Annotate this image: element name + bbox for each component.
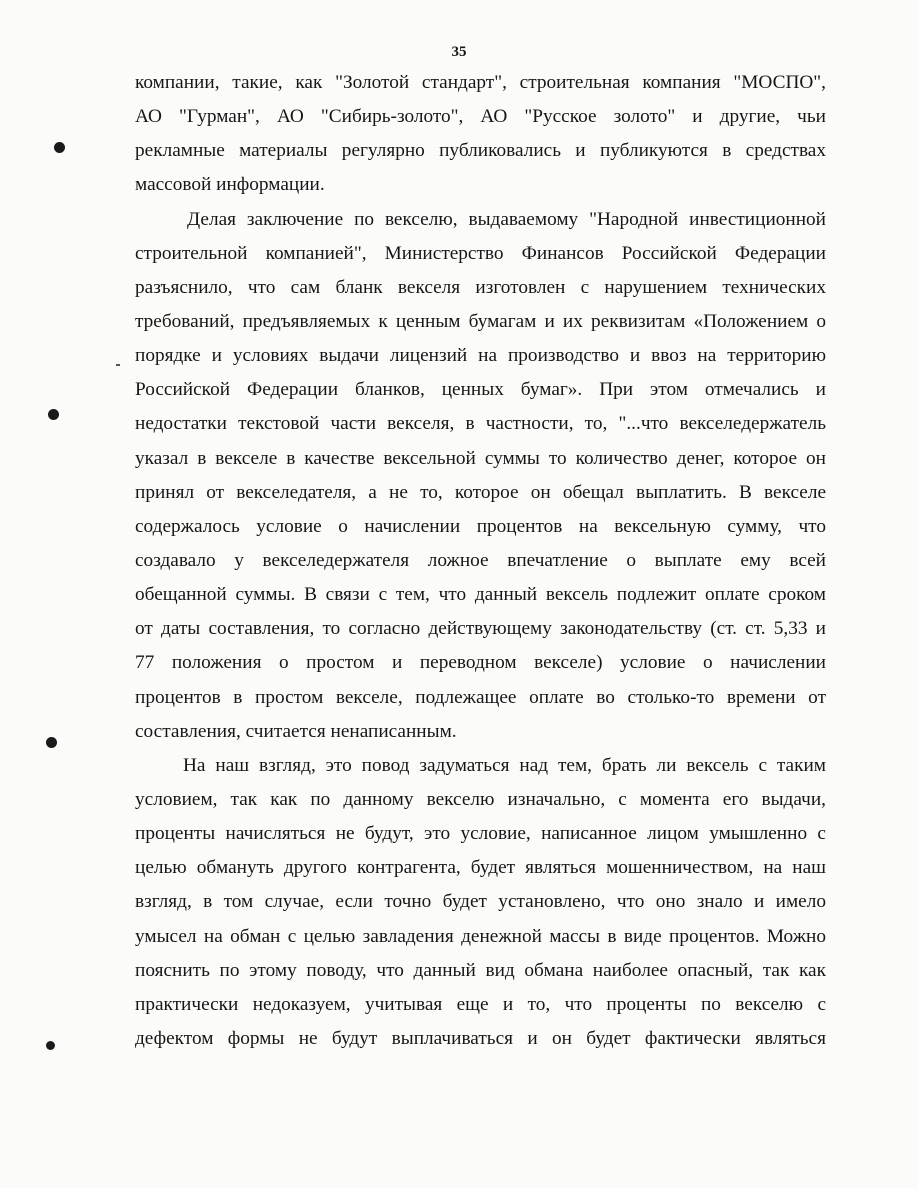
text-line: принял от векселедателя, а не то, которое он обещал выплатить. В векселе	[135, 481, 826, 503]
body-text	[135, 66, 826, 1056]
text-line: создавало у векселедержателя ложное впечатление о выплате ему всей	[135, 549, 826, 571]
text-line: Делая заключение по векселю, выдаваемому "Народной инвестиционной	[187, 208, 826, 230]
text-line: составления, считается ненаписанным.	[135, 720, 457, 742]
text-line: требований, предъявляемых к ценным бумагам и их реквизитам «Положением о	[135, 310, 826, 332]
text-line: процентов в простом векселе, подлежащее оплате во столько-то времени от	[135, 686, 826, 708]
binder-hole-mark	[54, 142, 65, 153]
text-line: пояснить по этому поводу, что данный вид обмана наиболее опасный, так как	[135, 959, 826, 981]
text-line: проценты начисляться не будут, это условие, написанное лицом умышленно с	[135, 823, 826, 845]
binder-hole-mark	[46, 1041, 55, 1050]
binder-hole-mark	[48, 409, 59, 420]
text-line: строительной компанией", Министерство Финансов Российской Федерации	[135, 242, 826, 264]
text-line: массовой информации.	[135, 174, 325, 196]
scan-speck	[116, 364, 120, 366]
text-line: указал в векселе в качестве вексельной суммы то количество денег, которое он	[135, 447, 826, 469]
text-line: обещанной суммы. В связи с тем, что данный вексель подлежит оплате сроком	[135, 584, 826, 606]
text-line: разъяснило, что сам бланк векселя изготовлен с нарушением технических	[135, 276, 826, 298]
text-line: целью обмануть другого контрагента, будет являться мошенничеством, на наш	[135, 857, 826, 879]
text-line: На наш взгляд, это повод задуматься над тем, брать ли вексель с таким	[183, 754, 826, 776]
text-line: АО "Гурман", АО "Сибирь-золото", АО "Русское золото" и другие, чьи	[135, 106, 826, 128]
text-line: дефектом формы не будут выплачиваться и он будет фактически являться	[135, 1027, 826, 1049]
page-number: 35	[451, 44, 467, 60]
text-line: условием, так как по данному векселю изначально, с момента его выдачи,	[135, 788, 826, 810]
text-line: Российской Федерации бланков, ценных бумаг». При этом отмечались и	[135, 379, 826, 401]
text-line: взгляд, в том случае, если точно будет установлено, что оно знало и имело	[135, 891, 826, 913]
text-line: от даты составления, то согласно действующему законодательству (ст. ст. 5,33 и	[135, 618, 826, 640]
text-line: порядке и условиях выдачи лицензий на производство и ввоз на территорию	[135, 345, 826, 367]
text-line: умысел на обман с целью завладения денежной массы в виде процентов. Можно	[135, 925, 826, 947]
text-line: 77 положения о простом и переводном векселе) условие о начислении	[135, 652, 826, 674]
text-line: недостатки текстовой части векселя, в частности, то, "...что векселедержатель	[135, 413, 826, 435]
text-line: практически недоказуем, учитывая еще и то, что проценты по векселю с	[135, 993, 826, 1015]
text-line: компании, такие, как "Золотой стандарт", строительная компания "МОСПО",	[135, 72, 826, 93]
binder-hole-mark	[46, 737, 57, 748]
text-line: рекламные материалы регулярно публиковались и публикуются в средствах	[135, 140, 826, 162]
text-line: содержалось условие о начислении процентов на вексельную сумму, что	[135, 515, 826, 537]
